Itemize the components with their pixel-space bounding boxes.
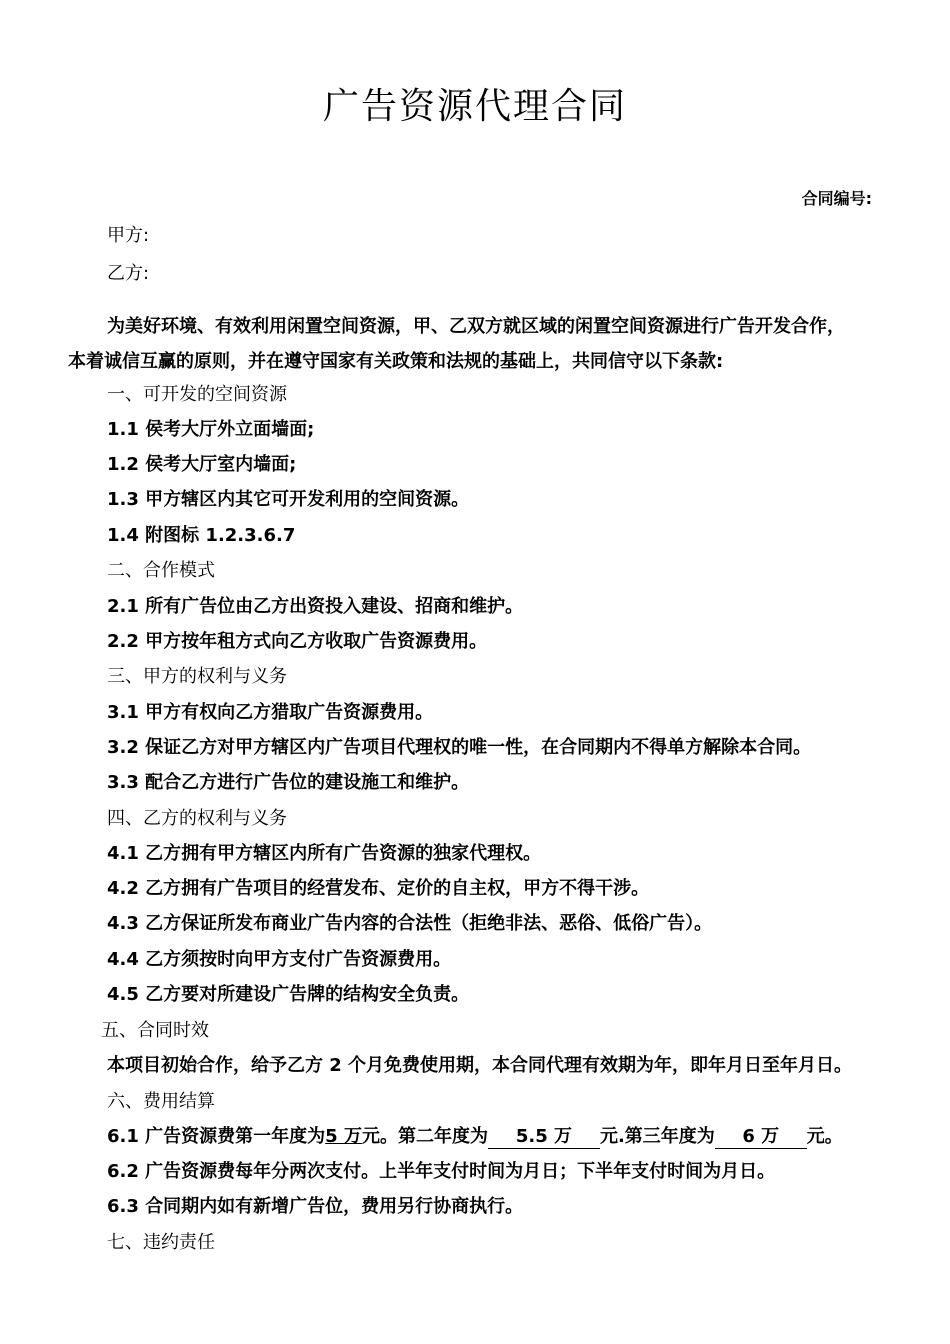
section-heading-4: 四、乙方的权利与义务	[107, 808, 287, 829]
intro-paragraph-line-1: 为美好环境、有效利用闲置空间资源，甲、乙双方就区域的闲置空间资源进行广告开发合作，	[107, 316, 845, 337]
contract-number-label: 合同编号:	[801, 189, 872, 208]
section-heading-3: 三、甲方的权利与义务	[107, 666, 287, 687]
intro-paragraph-line-2: 本着诚信互赢的原则，并在遵守国家有关政策和法规的基础上，共同信守以下条款:	[68, 351, 724, 372]
party-a-label: 甲方:	[107, 225, 150, 246]
clause-1-4: 1.4 附图标 1.2.3.6.7	[107, 525, 296, 546]
clause-6-1-text-b: 元。第二年度为	[361, 1126, 488, 1147]
third-year-fee-value: 6 万	[715, 1126, 807, 1149]
clause-4-1: 4.1 乙方拥有甲方辖区内所有广告资源的独家代理权。	[107, 843, 542, 864]
clause-5-text: 本项目初始合作，给予乙方 2 个月免费使用期，本合同代理有效期为年，即年月日至年月日。	[107, 1055, 853, 1076]
clause-1-1: 1.1 侯考大厅外立面墙面;	[107, 419, 315, 440]
clause-6-1-text-a: 6.1 广告资源费第一年度为	[107, 1126, 326, 1147]
clause-2-1: 2.1 所有广告位由乙方出资投入建设、招商和维护。	[107, 596, 524, 617]
document-title: 广告资源代理合同	[322, 86, 627, 127]
section-heading-5: 五、合同时效	[101, 1020, 209, 1041]
clause-4-3: 4.3 乙方保证所发布商业广告内容的合法性（拒绝非法、恶俗、低俗广告）。	[107, 913, 713, 934]
party-b-label: 乙方:	[107, 263, 150, 284]
clause-6-1	[107, 1125, 843, 1149]
second-year-fee-value: 5.5 万	[488, 1126, 600, 1149]
clause-4-4: 4.4 乙方须按时向甲方支付广告资源费用。	[107, 949, 452, 970]
section-heading-2: 二、合作模式	[107, 560, 215, 581]
section-heading-7: 七、违约责任	[107, 1232, 215, 1253]
clause-2-2: 2.2 甲方按年租方式向乙方收取广告资源费用。	[107, 631, 488, 652]
clause-4-5: 4.5 乙方要对所建设广告牌的结构安全负责。	[107, 984, 470, 1005]
clause-4-2: 4.2 乙方拥有广告项目的经营发布、定价的自主权，甲方不得干涉。	[107, 878, 650, 899]
clause-6-1-text-d: 元。	[806, 1126, 843, 1147]
clause-6-1-text-c: 元.第三年度为	[599, 1126, 715, 1147]
first-year-fee-value: 5 万	[325, 1126, 362, 1147]
clause-1-2: 1.2 侯考大厅室内墙面;	[107, 454, 297, 475]
clause-6-2: 6.2 广告资源费每年分两次支付。上半年支付时间为月日；下半年支付时间为月日。	[107, 1161, 776, 1182]
clause-1-3: 1.3 甲方辖区内其它可开发利用的空间资源。	[107, 489, 470, 510]
section-heading-1: 一、可开发的空间资源	[107, 384, 287, 405]
clause-3-1: 3.1 甲方有权向乙方猎取广告资源费用。	[107, 702, 434, 723]
clause-6-3: 6.3 合同期内如有新增广告位，费用另行协商执行。	[107, 1196, 524, 1217]
clause-3-2: 3.2 保证乙方对甲方辖区内广告项目代理权的唯一性，在合同期内不得单方解除本合同。	[107, 737, 812, 758]
clause-3-3: 3.3 配合乙方进行广告位的建设施工和维护。	[107, 772, 470, 793]
section-heading-6: 六、费用结算	[107, 1091, 215, 1112]
